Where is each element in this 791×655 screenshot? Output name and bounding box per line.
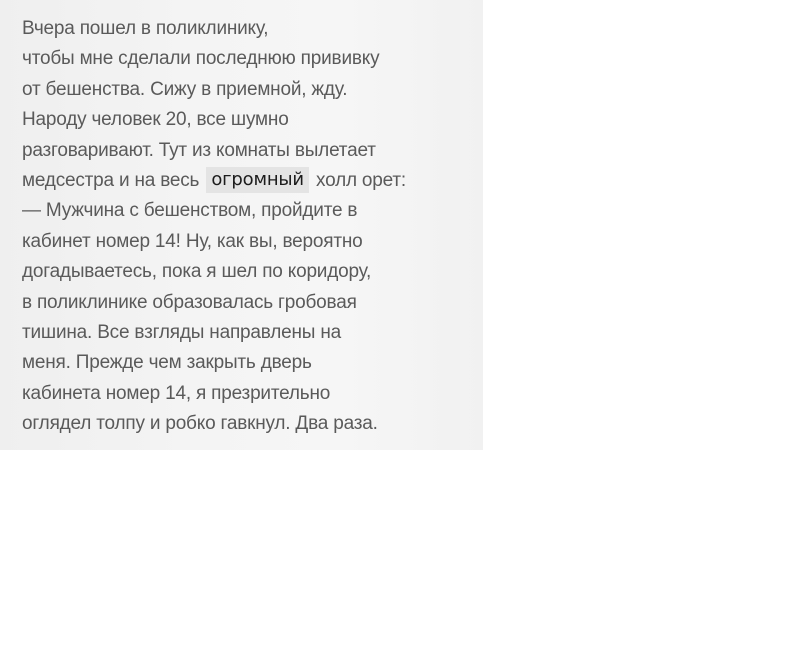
text-segment: холл орет: [316, 169, 406, 191]
text-line: тишина. Все взгляды направлены на [22, 321, 341, 343]
text-line: догадываетесь, пока я шел по коридору, [22, 261, 372, 283]
overlay-word: огромный [206, 167, 309, 193]
text-line-with-overlay [22, 166, 472, 196]
text-line: от бешенства. Сижу в приемной, жду. [22, 78, 348, 100]
text-line: Вчера пошел в поликлинику, [22, 18, 269, 39]
text-line: кабинет номер 14! Ну, как вы, вероятно [22, 230, 363, 252]
text-segment: медсестра и на весь [22, 169, 200, 191]
text-photo [0, 0, 483, 450]
story-text [22, 14, 472, 439]
text-line: меня. Прежде чем закрыть дверь [22, 352, 312, 374]
text-line: в поликлинике образовалась гробовая [22, 291, 357, 313]
text-line: — Мужчина с бешенством, пройдите в [22, 200, 358, 222]
text-line: чтобы мне сделали последнюю прививку [22, 48, 380, 70]
text-line: оглядел толпу и робко гавкнул. Два раза. [22, 413, 378, 435]
text-line: Народу человек 20, все шумно [22, 109, 289, 131]
text-line: разговаривают. Тут из комнаты вылетает [22, 139, 376, 161]
text-line: кабинета номер 14, я презрительно [22, 382, 331, 404]
